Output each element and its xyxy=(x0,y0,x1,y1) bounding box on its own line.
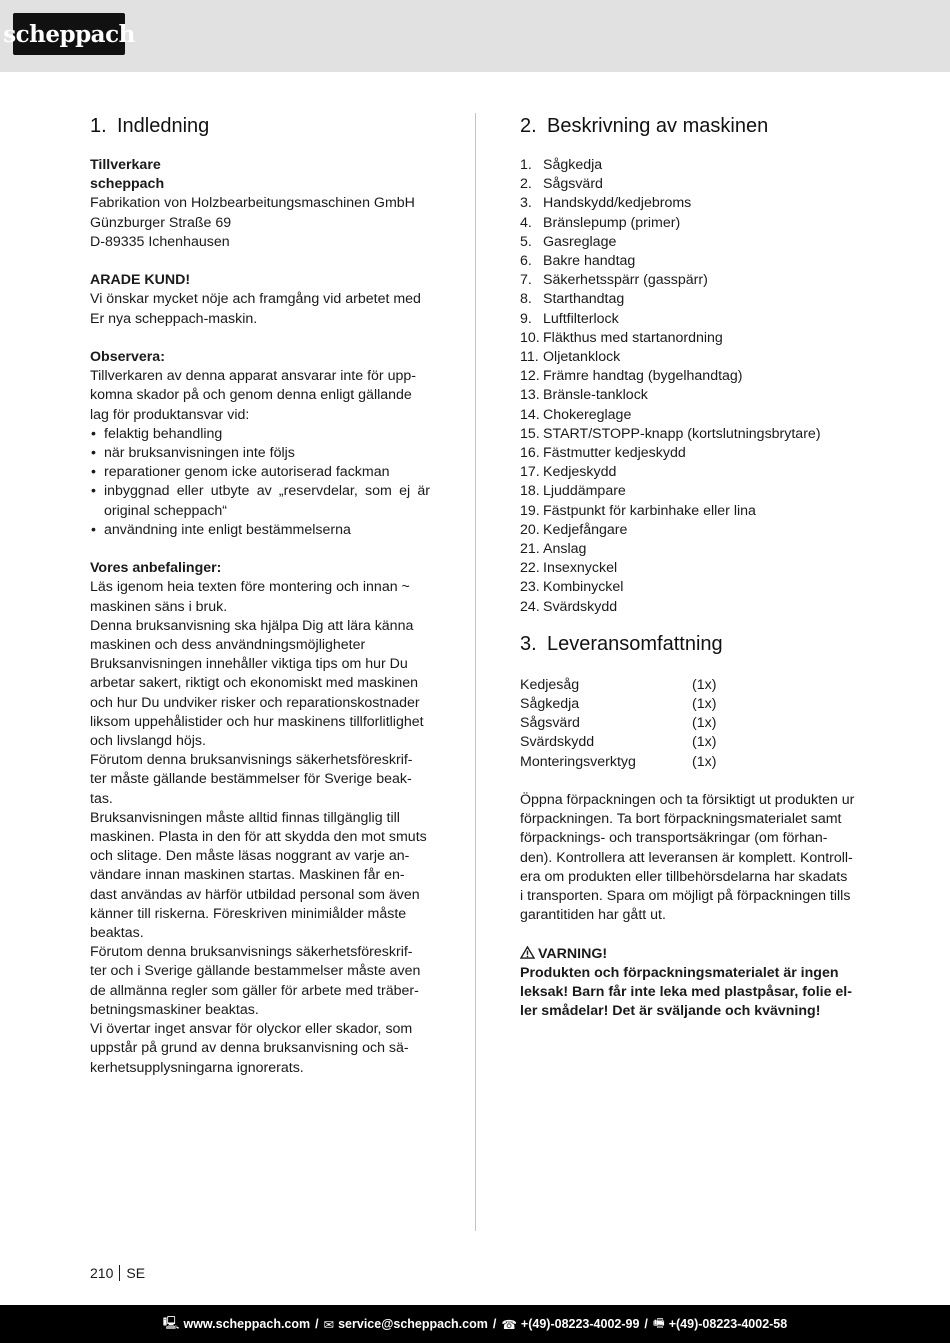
part-label: Fästpunkt för karbinhake eller lina xyxy=(543,502,756,519)
part-label: Bränsle-tanklock xyxy=(543,387,648,404)
text-line: maskinen säns i bruk. xyxy=(90,598,228,615)
section-title: Beskrivning av maskinen xyxy=(547,115,769,137)
text-line: arbetar sakert, riktigt och ekonomiskt med maskinen xyxy=(90,675,419,692)
text-line: era om produkten eller tillbehörsdelarna har skadats xyxy=(520,868,848,885)
part-label: Bränslepump (primer) xyxy=(543,214,681,231)
text-line: Läs igenom heia texten före montering och innan ~ xyxy=(90,579,410,596)
part-number: 16. xyxy=(520,445,540,462)
part-label: Kombinyckel xyxy=(543,579,624,596)
part-number: 11. xyxy=(520,349,539,366)
part-item xyxy=(520,329,860,348)
part-number: 12. xyxy=(520,368,540,385)
text-line: i transporten. Spara om möjligt på förpackningen tills xyxy=(520,888,851,905)
part-label: Handskydd/kedjebroms xyxy=(543,195,692,212)
part-item xyxy=(520,156,860,175)
address-line: D-89335 Ichenhausen xyxy=(90,233,230,250)
scope-list xyxy=(520,676,860,772)
text-line: känner till riskerna. Föreskriven minimiålder måste xyxy=(90,905,407,922)
part-number: 21. xyxy=(520,541,540,558)
part-label: Sågkedja xyxy=(543,157,603,173)
part-item xyxy=(520,290,860,309)
part-label: Luftfilterlock xyxy=(543,310,619,327)
part-number: 13. xyxy=(520,387,540,404)
text-line: Förutom denna bruksanvisnings säkerhetsföreskrif- xyxy=(90,752,413,769)
text-line: vändare innan maskinen startas. Maskinen får en- xyxy=(90,867,405,884)
computer-icon: 🖳 xyxy=(162,1315,180,1330)
section-number: 2. xyxy=(520,115,537,137)
manufacturer-name: scheppach xyxy=(90,176,165,193)
list-item: • när bruksanvisningen inte följs xyxy=(90,444,430,463)
part-item xyxy=(520,310,860,329)
intro-heading xyxy=(90,112,430,140)
note-line: Tillverkaren av denna apparat ansvarar inte för upp- xyxy=(90,368,416,385)
text-line: och livslangd höjs. xyxy=(90,733,206,750)
part-item xyxy=(520,194,860,213)
part-label: Bakre handtag xyxy=(543,253,636,270)
liability-list xyxy=(90,425,430,540)
part-label: Svärdskydd xyxy=(543,598,618,615)
part-label: Ljuddämpare xyxy=(543,483,626,500)
part-number: 23. xyxy=(520,579,540,596)
page-separator xyxy=(119,1265,120,1281)
recommendations-text xyxy=(90,578,430,1077)
text-line: maskinen och dess användningsmöjligheter xyxy=(90,637,366,654)
contact-footer xyxy=(0,1305,950,1343)
scope-item: Sågkedja xyxy=(520,696,580,713)
note-heading: Observera: xyxy=(90,349,165,365)
part-item xyxy=(520,386,860,405)
scope-row xyxy=(520,733,860,752)
footer-separator: / xyxy=(315,1317,319,1331)
column-divider xyxy=(475,113,476,1231)
part-number: 22. xyxy=(520,560,540,577)
part-item xyxy=(520,540,860,559)
part-label: Sågsvärd xyxy=(543,176,603,193)
section-title: Indledning xyxy=(117,115,210,137)
text-line: betningsmaskiner beaktas. xyxy=(90,1001,259,1018)
part-item xyxy=(520,406,860,425)
part-label: Oljetanklock xyxy=(543,349,621,366)
text-line: beaktas. xyxy=(90,925,144,942)
section-number: 1. xyxy=(90,115,107,137)
part-number: 8. xyxy=(520,291,532,308)
text-line: kerhetsupplysningarna ignorerats. xyxy=(90,1059,304,1076)
text-line: Öppna förpackningen och ta försiktigt ut produkten ur xyxy=(520,792,855,809)
header-band xyxy=(0,0,950,72)
text-line: ler smådelar! Det är sväljande och kvävning! xyxy=(520,1003,821,1020)
part-item xyxy=(520,559,860,578)
scope-item: Sågsvärd xyxy=(520,715,580,732)
page-footer xyxy=(90,1264,145,1282)
part-number: 18. xyxy=(520,483,540,500)
part-number: 4. xyxy=(520,214,532,231)
recommendations-heading: Vores anbefalinger: xyxy=(90,560,222,577)
part-item xyxy=(520,233,860,252)
list-item: • felaktig behandling xyxy=(90,425,430,444)
text-line: Bruksanvisningen måste alltid finnas tillgänglig till xyxy=(90,809,400,826)
text-line: och hur Du undviker risker och reparationskostnader xyxy=(90,694,420,711)
greeting-line: Vi önskar mycket nöje ach framgång vid arbetet med xyxy=(90,291,421,308)
part-item xyxy=(520,214,860,233)
phone-icon: ☎ xyxy=(501,1317,517,1332)
footer-separator: / xyxy=(492,1317,497,1331)
text-line: förpacknings- och transportsäkringar (om förhan- xyxy=(520,830,828,847)
mail-icon: ✉ xyxy=(323,1317,335,1332)
part-item xyxy=(520,252,860,271)
unpacking-text xyxy=(520,791,860,925)
part-item xyxy=(520,175,860,194)
footer-separator: / xyxy=(644,1317,648,1331)
text-line: Förutom denna bruksanvisnings säkerhetsföreskrif- xyxy=(90,944,413,961)
scope-quantity: (1x) xyxy=(692,696,717,713)
scope-quantity: (1x) xyxy=(692,676,717,693)
description-heading xyxy=(520,112,860,140)
warning-heading xyxy=(520,945,860,964)
part-number: 14. xyxy=(520,406,540,423)
text-line: den). Kontrollera att leveransen är komplett. Kontroll- xyxy=(520,849,853,866)
warning-label: VARNING! xyxy=(538,945,608,962)
part-item xyxy=(520,271,860,290)
part-item xyxy=(520,521,860,540)
text-line: dast användas av härför utbildad personal som även xyxy=(90,886,420,903)
part-item xyxy=(520,367,860,386)
scheppach-logo: scheppach xyxy=(13,13,125,55)
part-number: 2. xyxy=(520,176,532,193)
part-number: 7. xyxy=(520,272,532,289)
intro-section xyxy=(90,112,430,1078)
part-label: Främre handtag (bygelhandtag) xyxy=(543,368,743,385)
text-line: maskinen. Plasta in den för att skydda den mot smuts xyxy=(90,829,427,846)
scope-quantity: (1x) xyxy=(692,715,717,732)
phone-number: +(49)-08223-4002-99 xyxy=(520,1317,640,1331)
text-line: Produkten och förpackningsmaterialet är ingen xyxy=(520,964,839,981)
manufacturer-address xyxy=(90,194,430,252)
part-number: 3. xyxy=(520,195,532,212)
part-label: Kedjefångare xyxy=(543,521,628,538)
text-line: förpackningen. Ta bort förpackningsmaterialet samt xyxy=(520,811,842,828)
text-line: uppstår på grund av denna bruksanvisning och sä- xyxy=(90,1040,409,1057)
text-line: leksak! Barn får inte leka med plastpåsar, folie el- xyxy=(520,984,852,1001)
list-item: • användning inte enligt bestämmelserna xyxy=(90,521,430,540)
greeting-heading: ARADE KUND! xyxy=(90,272,191,289)
part-item xyxy=(520,348,860,367)
language-code: SE xyxy=(126,1265,146,1281)
parts-list xyxy=(520,156,860,617)
part-item xyxy=(520,598,860,617)
email-link[interactable]: service@scheppach.com xyxy=(338,1317,488,1331)
part-item xyxy=(520,578,860,597)
fax-icon: 🖷 xyxy=(652,1315,665,1330)
part-number: 10. xyxy=(520,329,540,346)
part-number: 5. xyxy=(520,233,532,250)
part-label: Starthandtag xyxy=(543,291,625,308)
scope-row xyxy=(520,753,860,772)
section-title: Leveransomfattning xyxy=(547,632,723,655)
scope-item: Svärdskydd xyxy=(520,734,595,751)
page-number: 210 xyxy=(90,1265,114,1281)
part-number: 20. xyxy=(520,521,540,538)
note-line: komna skador på och genom denna enligt gällande xyxy=(90,387,412,404)
note-line: lag för produktansvar vid: xyxy=(90,406,250,423)
warning-text xyxy=(520,964,860,1022)
manufacturer-label: Tillverkare xyxy=(90,157,161,173)
part-number: 15. xyxy=(520,425,540,442)
scope-row xyxy=(520,676,860,695)
part-number: 24. xyxy=(520,598,540,615)
list-item: • inbyggnad eller utbyte av „reservdelar, som ej är original scheppach“ xyxy=(90,482,430,520)
text-line: Bruksanvisningen innehåller viktiga tips om hur Du xyxy=(90,656,408,673)
greeting-line: Er nya scheppach-maskin. xyxy=(90,310,258,327)
text-line: liksom uppehålistider och hur maskinens tillforlitlighet xyxy=(90,713,424,730)
part-number: 9. xyxy=(520,310,532,327)
warning-triangle-icon xyxy=(520,946,535,959)
text-line: tas. xyxy=(90,790,113,807)
list-item: • reparationer genom icke autoriserad fackman xyxy=(90,463,430,482)
fax-number: +(49)-08223-4002-58 xyxy=(668,1317,788,1331)
text-line: ter och i Sverige gällande bestammelser måste aven xyxy=(90,963,421,980)
scope-quantity: (1x) xyxy=(692,753,717,770)
address-line: Günzburger Straße 69 xyxy=(90,214,232,231)
text-line: Vi övertar inget ansvar för olyckor eller skador, som xyxy=(90,1021,413,1038)
part-label: Gasreglage xyxy=(543,233,617,250)
part-item xyxy=(520,502,860,521)
text-line: ter måste gällande bestämmelser för Sverige beak- xyxy=(90,771,412,788)
part-number: 1. xyxy=(520,157,532,173)
part-number: 19. xyxy=(520,502,540,519)
scope-row xyxy=(520,695,860,714)
scope-item: Kedjesåg xyxy=(520,676,580,693)
part-label: Insexnyckel xyxy=(543,560,618,577)
website-link[interactable]: www.scheppach.com xyxy=(183,1317,311,1331)
scope-row xyxy=(520,714,860,733)
scope-quantity: (1x) xyxy=(692,734,717,751)
part-label: Fästmutter kedjeskydd xyxy=(543,445,686,462)
section-number: 3. xyxy=(520,632,537,655)
part-label: Säkerhetsspärr (gasspärr) xyxy=(543,272,708,289)
part-label: Chokereglage xyxy=(543,406,632,423)
part-item xyxy=(520,425,860,444)
part-label: START/STOPP-knapp (kortslutningsbrytare) xyxy=(543,425,821,442)
part-number: 17. xyxy=(520,464,540,481)
text-line: och slitage. Den måste läsas noggrant av varje an- xyxy=(90,848,410,865)
text-line: de allmänna regler som gäller för arbete med träber- xyxy=(90,982,419,999)
part-item xyxy=(520,482,860,501)
part-label: Anslag xyxy=(543,541,587,558)
part-label: Kedjeskydd xyxy=(543,464,617,481)
text-line: garantitiden har gått ut. xyxy=(520,907,666,924)
scope-heading xyxy=(520,630,860,658)
text-line: Denna bruksanvisning ska hjälpa Dig att lära känna xyxy=(90,617,414,634)
part-item xyxy=(520,444,860,463)
part-number: 6. xyxy=(520,253,532,270)
part-label: Fläkthus med startanordning xyxy=(543,329,723,346)
description-section xyxy=(520,112,860,1022)
part-item xyxy=(520,463,860,482)
scope-item: Monteringsverktyg xyxy=(520,753,636,770)
address-line: Fabrikation von Holzbearbeitungsmaschinen GmbH xyxy=(90,195,415,212)
